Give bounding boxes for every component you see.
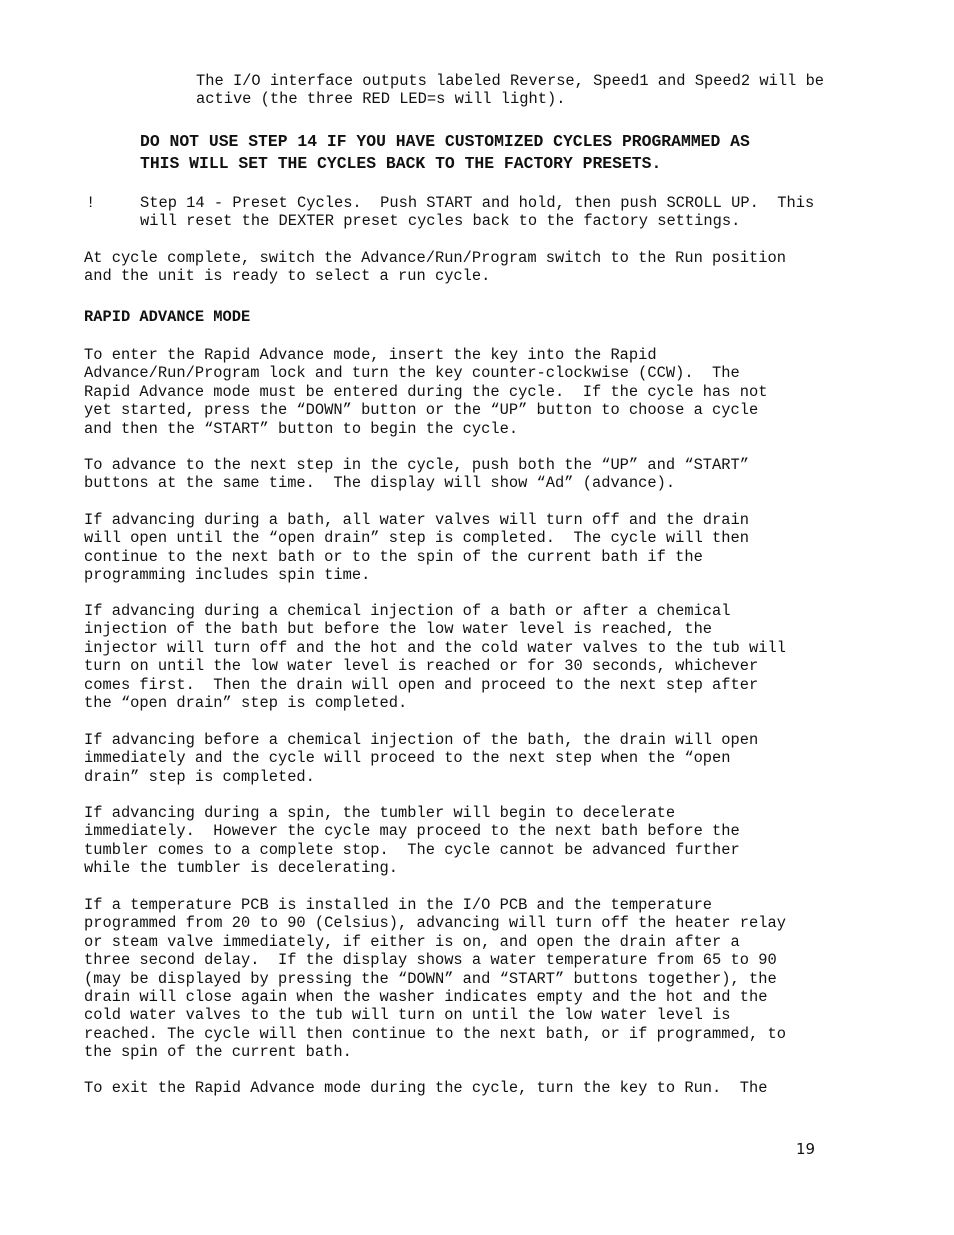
- paragraph-advance-next-step: To advance to the next step in the cycle, push both the “UP” and “START” buttons at the same time. The display will show “Ad” (advance).: [84, 456, 749, 493]
- paragraph-enter-rapid-advance: To enter the Rapid Advance mode, insert the key into the Rapid Advance/Run/Program lock and turn the key counter-clockwise (CCW). The Rapid Advance mode must be entered during the cycle. If the cycle has not yet started, press the “DOWN” button or the “UP” button to choose a cycle and then the “START” button to begin the cycle.: [84, 346, 768, 438]
- warning-notice: DO NOT USE STEP 14 IF YOU HAVE CUSTOMIZED CYCLES PROGRAMMED AS THIS WILL SET THE CYCLES BACK TO THE FACTORY PRESETS.: [140, 132, 750, 173]
- paragraph-exit-rapid-advance: To exit the Rapid Advance mode during the cycle, turn the key to Run. The: [84, 1079, 768, 1097]
- paragraph-advance-during-bath: If advancing during a bath, all water valves will turn off and the drain will open until the “open drain” step is completed. The cycle will then continue to the next bath or to the spin of the current bath if the programming includes spin time.: [84, 511, 749, 585]
- paragraph-advance-during-spin: If advancing during a spin, the tumbler will begin to decelerate immediately. However the cycle may proceed to the next bath before the tumbler comes to a complete stop. The cycle cannot be advanced further while the tumbler is decelerating.: [84, 804, 740, 878]
- page-number: 19: [796, 1140, 816, 1158]
- paragraph-temperature-pcb: If a temperature PCB is installed in the I/O PCB and the temperature programmed from 20 to 90 (Celsius), advancing will turn off the heater relay or steam valve immediately, if either is on, and open the drain after a three second delay. If the display shows a water temperature from 65 to 90 (may be displayed by pressing the “DOWN” and “START” buttons together), the drain will close again when the washer indicates empty and the hot and the cold water valves to the tub will turn on until the low water level is reached. The cycle will then continue to the next bath, or if programmed, to the spin of the current bath.: [84, 896, 786, 1062]
- bullet-mark: !: [86, 194, 96, 212]
- paragraph-advance-during-injection: If advancing during a chemical injection of a bath or after a chemical injection of the bath but before the low water level is reached, the injector will turn off and the hot and the cold water valves to the tub will turn on until the low water level is reached or for 30 seconds, whichever comes first. Then the drain will open and proceed to the next step after the “open drain” step is completed.: [84, 602, 786, 713]
- paragraph-advance-before-injection: If advancing before a chemical injection of the bath, the drain will open immediately and the cycle will proceed to the next step when the “open drain” step is completed.: [84, 731, 759, 786]
- cycle-complete-paragraph: At cycle complete, switch the Advance/Run/Program switch to the Run position and the unit is ready to select a run cycle.: [84, 249, 786, 286]
- intro-paragraph: The I/O interface outputs labeled Reverse, Speed1 and Speed2 will be active (the three RED LED=s will light).: [196, 72, 825, 109]
- section-heading: RAPID ADVANCE MODE: [84, 308, 251, 326]
- step14-paragraph: Step 14 - Preset Cycles. Push START and hold, then push SCROLL UP. This will reset the DEXTER preset cycles back to the factory settings.: [140, 194, 815, 231]
